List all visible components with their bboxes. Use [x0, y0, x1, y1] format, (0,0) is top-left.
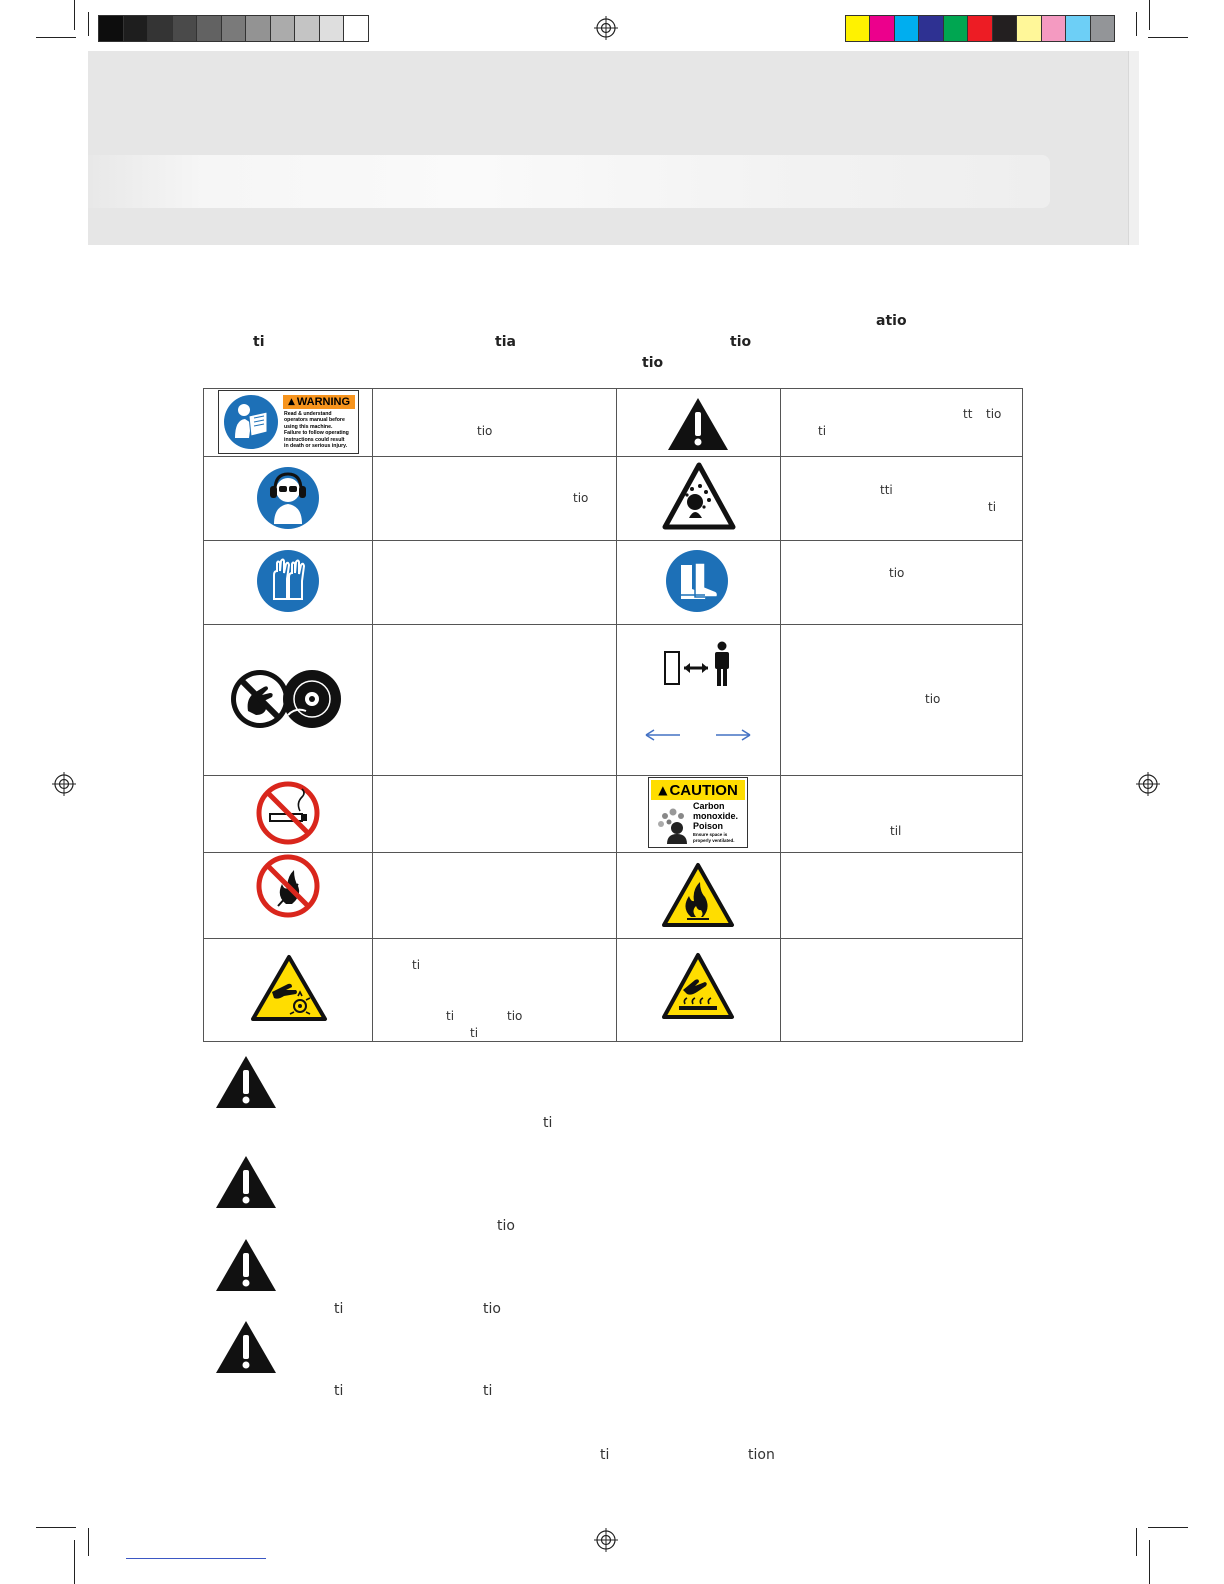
process-swatch	[1017, 16, 1041, 41]
table-row-divider	[203, 852, 1023, 853]
caution-heading-banner	[651, 780, 745, 800]
crop-mark	[36, 1527, 76, 1528]
crop-mark	[1136, 12, 1137, 36]
slug-line	[126, 1558, 266, 1559]
warning-triangle-icon	[214, 1154, 278, 1210]
process-color-bar	[845, 15, 1115, 42]
note-text-fragment: tio	[483, 1301, 501, 1317]
intro-fragment: tio	[730, 334, 752, 350]
table-text-fragment: ti	[988, 500, 997, 514]
general-warning-icon	[666, 396, 730, 452]
table-text-fragment: ti	[412, 958, 421, 972]
table-border	[203, 388, 1023, 389]
caution-line: properly ventilated.	[693, 838, 735, 843]
header-band	[88, 51, 1139, 245]
table-row-divider	[203, 456, 1023, 457]
caution-triangle-icon: ▲	[658, 783, 668, 797]
crop-mark	[1136, 1528, 1137, 1556]
registration-mark-icon	[1136, 772, 1160, 796]
process-swatch	[968, 16, 992, 41]
warning-line: operators manual before	[284, 417, 345, 424]
safety-boots-icon	[665, 549, 729, 613]
table-border	[203, 1041, 1023, 1042]
distance-arrows-icon	[644, 725, 754, 745]
grayscale-swatch	[295, 16, 320, 41]
warning-heading-banner	[283, 395, 355, 409]
warning-line: Read & understand	[284, 411, 332, 417]
eye-ear-protection-icon	[256, 466, 320, 530]
process-swatch	[919, 16, 943, 41]
warning-line: Failure to follow operating	[284, 430, 349, 437]
grayscale-swatch	[173, 16, 198, 41]
table-text-fragment: tti	[880, 483, 893, 497]
crop-mark	[1148, 1527, 1188, 1528]
warning-heading: WARNING	[296, 396, 351, 408]
crop-mark	[74, 1540, 75, 1584]
table-text-fragment: tio	[986, 407, 1002, 421]
footer-text-fragment: ti	[600, 1447, 610, 1463]
process-swatch	[895, 16, 919, 41]
intro-fragment: ti	[253, 334, 265, 350]
read-manual-icon	[223, 394, 279, 450]
grayscale-swatch	[271, 16, 296, 41]
grayscale-swatch	[124, 16, 149, 41]
footer-text-fragment: tion	[748, 1447, 775, 1463]
caution-line: Carbon	[693, 801, 725, 811]
registration-mark-icon	[52, 772, 76, 796]
registration-mark-icon	[594, 16, 618, 40]
table-divider	[780, 388, 781, 1042]
grayscale-swatch	[148, 16, 173, 41]
crop-mark	[1148, 37, 1188, 38]
crop-mark	[1149, 0, 1150, 30]
grayscale-swatch	[222, 16, 247, 41]
table-border	[1022, 388, 1023, 1042]
warning-line: in death or serious injury.	[284, 443, 348, 450]
process-swatch	[1066, 16, 1090, 41]
process-swatch	[1042, 16, 1066, 41]
process-swatch	[870, 16, 894, 41]
carbon-monoxide-caution-label	[648, 777, 748, 848]
warning-line: using this machine.	[284, 423, 333, 430]
registration-mark-icon	[594, 1528, 618, 1552]
table-text-fragment: til	[890, 824, 902, 838]
caution-line: monoxide.	[693, 811, 739, 821]
crop-mark	[1149, 1540, 1150, 1584]
note-text-fragment: tio	[497, 1218, 515, 1234]
warning-body	[284, 411, 358, 449]
toxic-fumes-icon	[653, 804, 693, 844]
header-edge	[1128, 51, 1139, 245]
table-row-divider	[203, 775, 1023, 776]
intro-fragment: atio	[876, 313, 907, 329]
table-text-fragment: tio	[925, 692, 941, 706]
grayscale-swatch	[99, 16, 124, 41]
table-row-divider	[203, 624, 1023, 625]
grayscale-swatch	[246, 16, 271, 41]
keep-distance-icon	[660, 640, 736, 690]
caution-heading: CAUTION	[669, 781, 738, 799]
hot-surface-warning-icon	[661, 952, 735, 1020]
crop-mark	[36, 37, 76, 38]
grayscale-swatch	[320, 16, 345, 41]
crop-mark	[88, 1528, 89, 1556]
note-text-fragment: ti	[334, 1383, 344, 1399]
protective-gloves-icon	[256, 549, 320, 613]
process-swatch	[846, 16, 870, 41]
grayscale-color-bar	[98, 15, 369, 42]
no-smoking-icon	[256, 781, 320, 845]
crop-mark	[88, 12, 89, 36]
rotating-disc-icon	[282, 669, 342, 729]
no-open-flame-icon	[256, 854, 320, 918]
note-text-fragment: ti	[483, 1383, 493, 1399]
table-text-fragment: tio	[889, 566, 905, 580]
crop-mark	[74, 0, 75, 30]
grayscale-swatch	[344, 16, 368, 41]
intro-fragment: tio	[642, 355, 664, 371]
intro-fragment: tia	[495, 334, 516, 350]
warning-triangle-icon: ▲	[287, 397, 295, 407]
process-swatch	[993, 16, 1017, 41]
cutting-hazard-warning-icon	[250, 954, 328, 1022]
grayscale-swatch	[197, 16, 222, 41]
warning-line: instructions could result	[284, 436, 345, 443]
caution-line: Ensure space is	[693, 832, 728, 837]
caution-body	[693, 802, 748, 844]
note-text-fragment: ti	[334, 1301, 344, 1317]
do-not-touch-rotating-parts-icon	[230, 669, 290, 729]
warning-triangle-icon	[214, 1319, 278, 1375]
process-swatch	[1091, 16, 1114, 41]
read-manual-warning-label	[218, 390, 359, 454]
table-text-fragment: ti	[818, 424, 827, 438]
warning-triangle-icon	[214, 1054, 278, 1110]
table-divider	[616, 388, 617, 1042]
flying-debris-warning-icon	[662, 462, 736, 530]
table-divider	[372, 388, 373, 1042]
table-text-fragment: ti	[446, 1009, 455, 1023]
table-text-fragment: tt	[963, 407, 973, 421]
table-row-divider	[203, 938, 1023, 939]
table-row-divider	[203, 540, 1023, 541]
warning-triangle-icon	[214, 1237, 278, 1293]
table-text-fragment: tio	[573, 491, 589, 505]
table-text-fragment: ti	[470, 1026, 479, 1040]
header-sheen	[88, 155, 1050, 208]
note-text-fragment: ti	[543, 1115, 553, 1131]
table-text-fragment: tio	[477, 424, 493, 438]
table-text-fragment: tio	[507, 1009, 523, 1023]
process-swatch	[944, 16, 968, 41]
flammable-warning-icon	[661, 862, 735, 928]
table-border	[203, 388, 204, 1042]
caution-line: Poison	[693, 821, 724, 831]
